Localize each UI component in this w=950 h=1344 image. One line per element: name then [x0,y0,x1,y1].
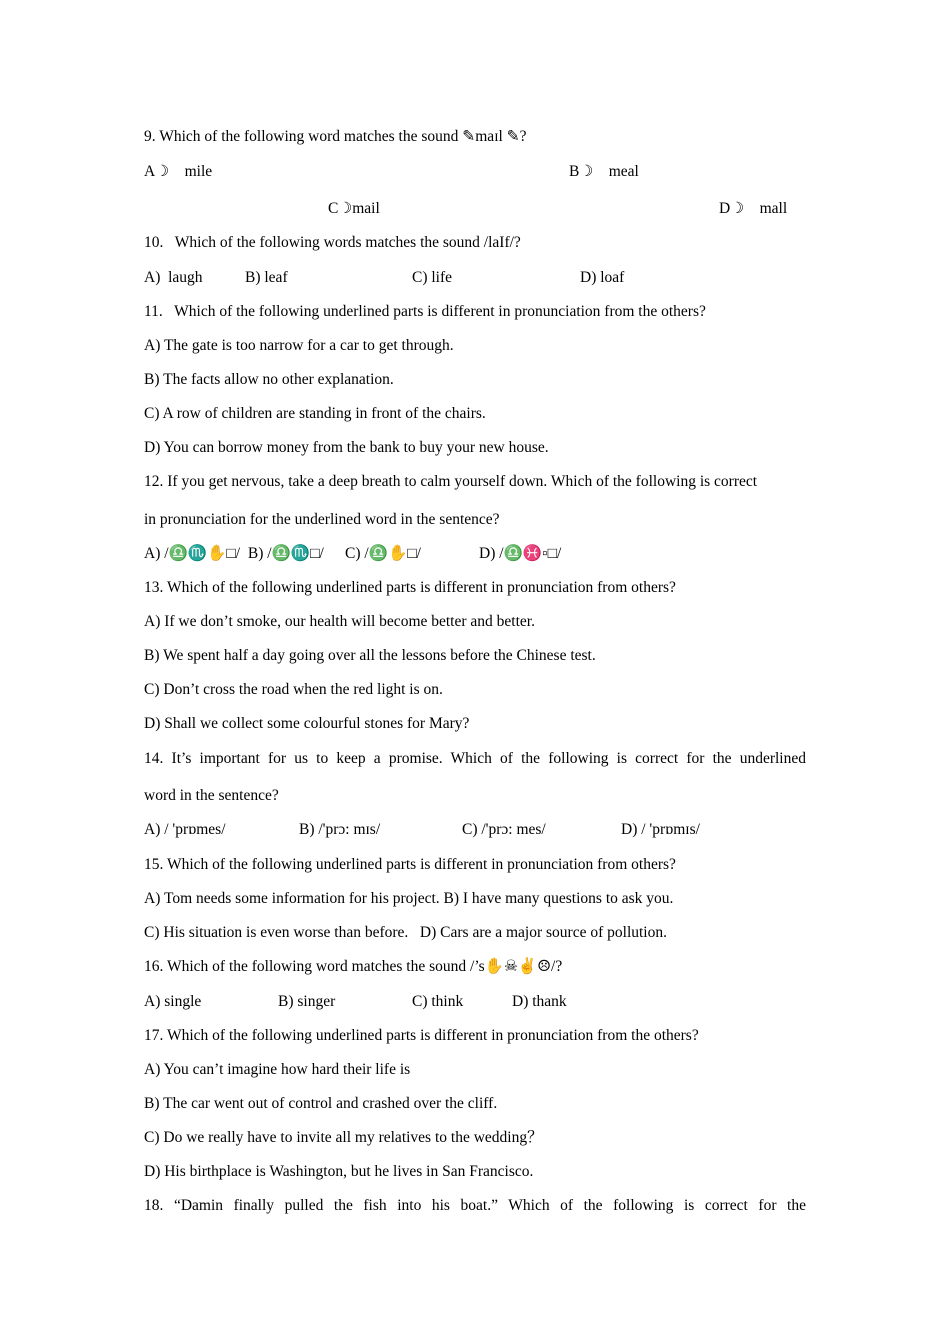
q16-option-a: A) single [144,993,202,1010]
q11-option-b: B) The facts allow no other explanation. [144,371,394,388]
q9-option-b: B☽ meal [569,163,639,180]
q11-option-a: A) The gate is too narrow for a car to get through. [144,337,454,354]
q10-option-d: D) loaf [580,269,625,286]
q11-stem: 11. Which of the following underlined parts is different in pronunciation from the others? [144,303,706,320]
q13-option-c: C) Don’t cross the road when the red light is on. [144,681,443,698]
q10-option-a: A) laugh [144,269,203,286]
q14-option-c: C) /'prɔ: mes/ [462,821,546,838]
q12-options-ab: A) /♎♏✋□/ B) /♎♏□/ [144,545,324,562]
q18-stem-line1: 18. “Damin finally pulled the fish into his boat.” Which of the following is correct for the [144,1197,806,1214]
q14-stem-line1: 14. It’s important for us to keep a promise. Which of the following is correct for the underlined [144,750,806,767]
q16-option-b: B) singer [278,993,336,1010]
q13-option-b: B) We spent half a day going over all the lessons before the Chinese test. [144,647,596,664]
q16-option-d: D) thank [512,993,567,1010]
q17-option-b: B) The car went out of control and crashed over the cliff. [144,1095,498,1112]
q13-stem: 13. Which of the following underlined parts is different in pronunciation from others? [144,579,676,596]
q14-option-a: A) / 'prɒmes/ [144,821,226,838]
q9-option-a: A☽ mile [144,163,213,180]
q11-option-d: D) You can borrow money from the bank to buy your new house. [144,439,549,456]
q10-stem: 10. Which of the following words matches the sound /laIf/? [144,234,521,251]
q13-option-d: D) Shall we collect some colourful stones for Mary? [144,715,470,732]
q9-option-c: C☽mail [328,200,380,217]
q17-option-d: D) His birthplace is Washington, but he lives in San Francisco. [144,1163,534,1180]
q12-stem-line2: in pronunciation for the underlined word in the sentence? [144,511,500,528]
q12-stem-line1: 12. If you get nervous, take a deep breath to calm yourself down. Which of the following is correct [144,473,758,490]
q15-options-ab: A) Tom needs some information for his project. B) I have many questions to ask you. [144,890,674,907]
q14-option-b: B) /'prɔ: mɪs/ [299,821,381,838]
q12-option-d: D) /♎♓▫□/ [479,545,562,562]
q9-stem: 9. Which of the following word matches the sound ✎maɪl ✎? [144,128,527,145]
q13-option-a: A) If we don’t smoke, our health will become better and better. [144,613,535,630]
q12-option-c: C) /♎✋□/ [345,545,421,562]
q17-option-a: A) You can’t imagine how hard their life is [144,1061,411,1078]
q15-stem: 15. Which of the following underlined parts is different in pronunciation from others? [144,856,676,873]
q16-option-c: C) think [412,993,464,1010]
q14-stem-line2: word in the sentence? [144,787,279,804]
q10-option-c: C) life [412,269,453,286]
q11-option-c: C) A row of children are standing in front of the chairs. [144,405,486,422]
q14-option-d: D) / 'prɒmɪs/ [621,821,700,838]
q9-option-d: D☽ mall [719,200,788,217]
q17-stem: 17. Which of the following underlined parts is different in pronunciation from the others? [144,1027,699,1044]
q16-stem: 16. Which of the following word matches the sound /’s✋☠✌☹/? [144,958,563,975]
q15-options-cd: C) His situation is even worse than before. D) Cars are a major source of pollution. [144,924,667,941]
q10-option-b: B) leaf [245,269,288,286]
q17-option-c: C) Do we really have to invite all my relatives to the wedding？ [144,1129,543,1146]
